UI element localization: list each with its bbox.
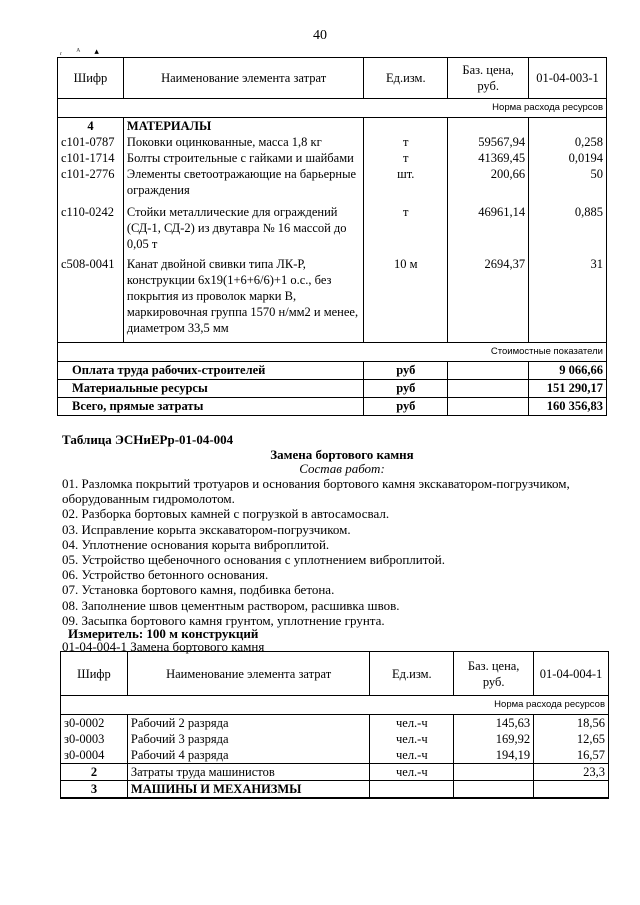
row-code: 3 <box>61 781 128 799</box>
table-row <box>61 747 609 764</box>
empty-cell <box>448 397 529 415</box>
section-heading: Замена бортового камня <box>270 447 414 462</box>
empty-cell <box>529 118 607 135</box>
empty-cell <box>448 361 529 379</box>
row-price: 2694,37 <box>448 256 529 342</box>
norm-subheader: Норма расхода ресурсов <box>61 696 609 715</box>
row-price: 145,63 <box>454 715 534 732</box>
row-code: с101-0787 <box>58 134 124 150</box>
work-item: 03. Исправление корыта экскаватором-погрузчиком. <box>62 521 351 537</box>
scan-marks: ᵣ ᴬ ▴ <box>60 46 105 56</box>
cost-subheader: Стоимостные показатели <box>58 342 607 361</box>
table-row <box>58 134 607 150</box>
meter-label: Измеритель: 100 м конструкций <box>68 626 259 641</box>
row-name: Элементы светоотражающие на барьерные ограждения <box>123 166 363 204</box>
row-qty: 31 <box>529 256 607 342</box>
section-title: МАТЕРИАЛЫ <box>123 118 363 135</box>
table-row <box>58 150 607 166</box>
header-unit: Ед.изм. <box>370 652 454 696</box>
table-row <box>61 715 609 732</box>
row-price: 41369,45 <box>448 150 529 166</box>
row-qty: 0,0194 <box>529 150 607 166</box>
row-code: 2 <box>61 764 128 781</box>
work-item: 04. Уплотнение основания корыта виброплитой. <box>62 536 330 552</box>
row-unit: т <box>364 150 448 166</box>
empty-cell <box>448 379 529 397</box>
empty-cell <box>448 118 529 135</box>
work-item: 02. Разборка бортовых камней с погрузкой в автосамосвал. <box>62 506 390 522</box>
header-norm: 01-04-003-1 <box>529 58 607 99</box>
work-composition-title: Состав работ: <box>299 461 385 476</box>
row-name: Рабочий 4 разряда <box>127 747 369 764</box>
row-price: 169,92 <box>454 731 534 747</box>
row-price: 59567,94 <box>448 134 529 150</box>
row-unit: чел.-ч <box>370 747 454 764</box>
empty-cell <box>534 781 609 799</box>
work-item: 06. Устройство бетонного основания. <box>62 567 269 583</box>
table-title: Таблица ЭСНиЕРр-01-04-004 <box>62 432 234 447</box>
total-label: Материальные ресурсы <box>58 379 364 397</box>
total-value: 151 290,17 <box>529 379 607 397</box>
row-qty: 0,885 <box>529 204 607 256</box>
table-row <box>58 256 607 342</box>
header-name: Наименование элемента затрат <box>127 652 369 696</box>
total-unit: руб <box>364 397 448 415</box>
row-unit: чел.-ч <box>370 764 454 781</box>
row-qty: 23,3 <box>534 764 609 781</box>
row-name: Рабочий 3 разряда <box>127 731 369 747</box>
total-row <box>58 397 607 415</box>
table-row <box>61 731 609 747</box>
empty-cell <box>454 781 534 799</box>
total-row <box>58 361 607 379</box>
row-price: 200,66 <box>448 166 529 204</box>
row-unit: чел.-ч <box>370 715 454 732</box>
header-price: Баз. цена, руб. <box>448 58 529 99</box>
header-norm: 01-04-004-1 <box>534 652 609 696</box>
row-qty: 16,57 <box>534 747 609 764</box>
row-name: Канат двойной свивки типа ЛК-Р, конструкции 6х19(1+6+6/6)+1 о.с., без покрытия из проволок марки В, маркировочная группа 1570 н/мм2 и менее, диаметром 33,5 мм <box>123 256 363 342</box>
total-value: 9 066,66 <box>529 361 607 379</box>
row-unit: 10 м <box>364 256 448 342</box>
norm-subheader: Норма расхода ресурсов <box>58 99 607 118</box>
row-code: з0-0002 <box>61 715 128 732</box>
row-qty: 50 <box>529 166 607 204</box>
empty-cell <box>364 118 448 135</box>
total-unit: руб <box>364 379 448 397</box>
header-price: Баз. цена, руб. <box>454 652 534 696</box>
row-unit: чел.-ч <box>370 731 454 747</box>
total-unit: руб <box>364 361 448 379</box>
section-number: 4 <box>58 118 124 135</box>
total-label: Всего, прямые затраты <box>58 397 364 415</box>
work-item: 08. Заполнение швов цементным раствором, расшивка швов. <box>62 597 400 613</box>
row-price <box>454 764 534 781</box>
work-item: 07. Установка бортового камня, подбивка бетона. <box>62 582 335 598</box>
row-unit: шт. <box>364 166 448 204</box>
row-price: 46961,14 <box>448 204 529 256</box>
empty-cell <box>370 781 454 799</box>
row-code: з0-0004 <box>61 747 128 764</box>
work-list <box>62 476 622 628</box>
page-number: 40 <box>313 28 327 43</box>
row-unit: т <box>364 204 448 256</box>
work-item: 09. Засыпка бортового камня грунтом, уплотнение грунта. <box>62 612 385 628</box>
total-value: 160 356,83 <box>529 397 607 415</box>
row-code: с508-0041 <box>58 256 124 342</box>
row-unit: т <box>364 134 448 150</box>
row-name: МАШИНЫ И МЕХАНИЗМЫ <box>127 781 369 799</box>
row-name: Поковки оцинкованные, масса 1,8 кг <box>123 134 363 150</box>
total-row <box>58 379 607 397</box>
resource-table-1 <box>57 57 607 416</box>
table-row <box>58 204 607 256</box>
row-name: Болты строительные с гайками и шайбами <box>123 150 363 166</box>
row-name: Затраты труда машинистов <box>127 764 369 781</box>
row-code: с110-0242 <box>58 204 124 256</box>
header-code: Шифр <box>61 652 128 696</box>
row-qty: 0,258 <box>529 134 607 150</box>
row-qty: 18,56 <box>534 715 609 732</box>
item-label: 01-04-004-1 Замена бортового камня <box>62 639 265 654</box>
row-name: Рабочий 2 разряда <box>127 715 369 732</box>
row-price: 194,19 <box>454 747 534 764</box>
total-label: Оплата труда рабочих-строителей <box>58 361 364 379</box>
resource-table-2 <box>60 651 609 799</box>
row-code: с101-2776 <box>58 166 124 204</box>
table-row <box>61 764 609 781</box>
table-row <box>58 166 607 204</box>
header-name: Наименование элемента затрат <box>123 58 363 99</box>
work-item: 01. Разломка покрытий тротуаров и основания бортового камня экскаватором-погрузчиком, оборудованным гидромолотом. <box>62 476 570 507</box>
row-code: с101-1714 <box>58 150 124 166</box>
work-item: 05. Устройство щебеночного основания с уплотнением виброплитой. <box>62 552 445 568</box>
header-unit: Ед.изм. <box>364 58 448 99</box>
row-name: Стойки металлические для ограждений (СД-1, СД-2) из двутавра № 16 массой до 0,05 т <box>123 204 363 256</box>
table-row <box>61 781 609 799</box>
row-qty: 12,65 <box>534 731 609 747</box>
row-code: з0-0003 <box>61 731 128 747</box>
header-code: Шифр <box>58 58 124 99</box>
